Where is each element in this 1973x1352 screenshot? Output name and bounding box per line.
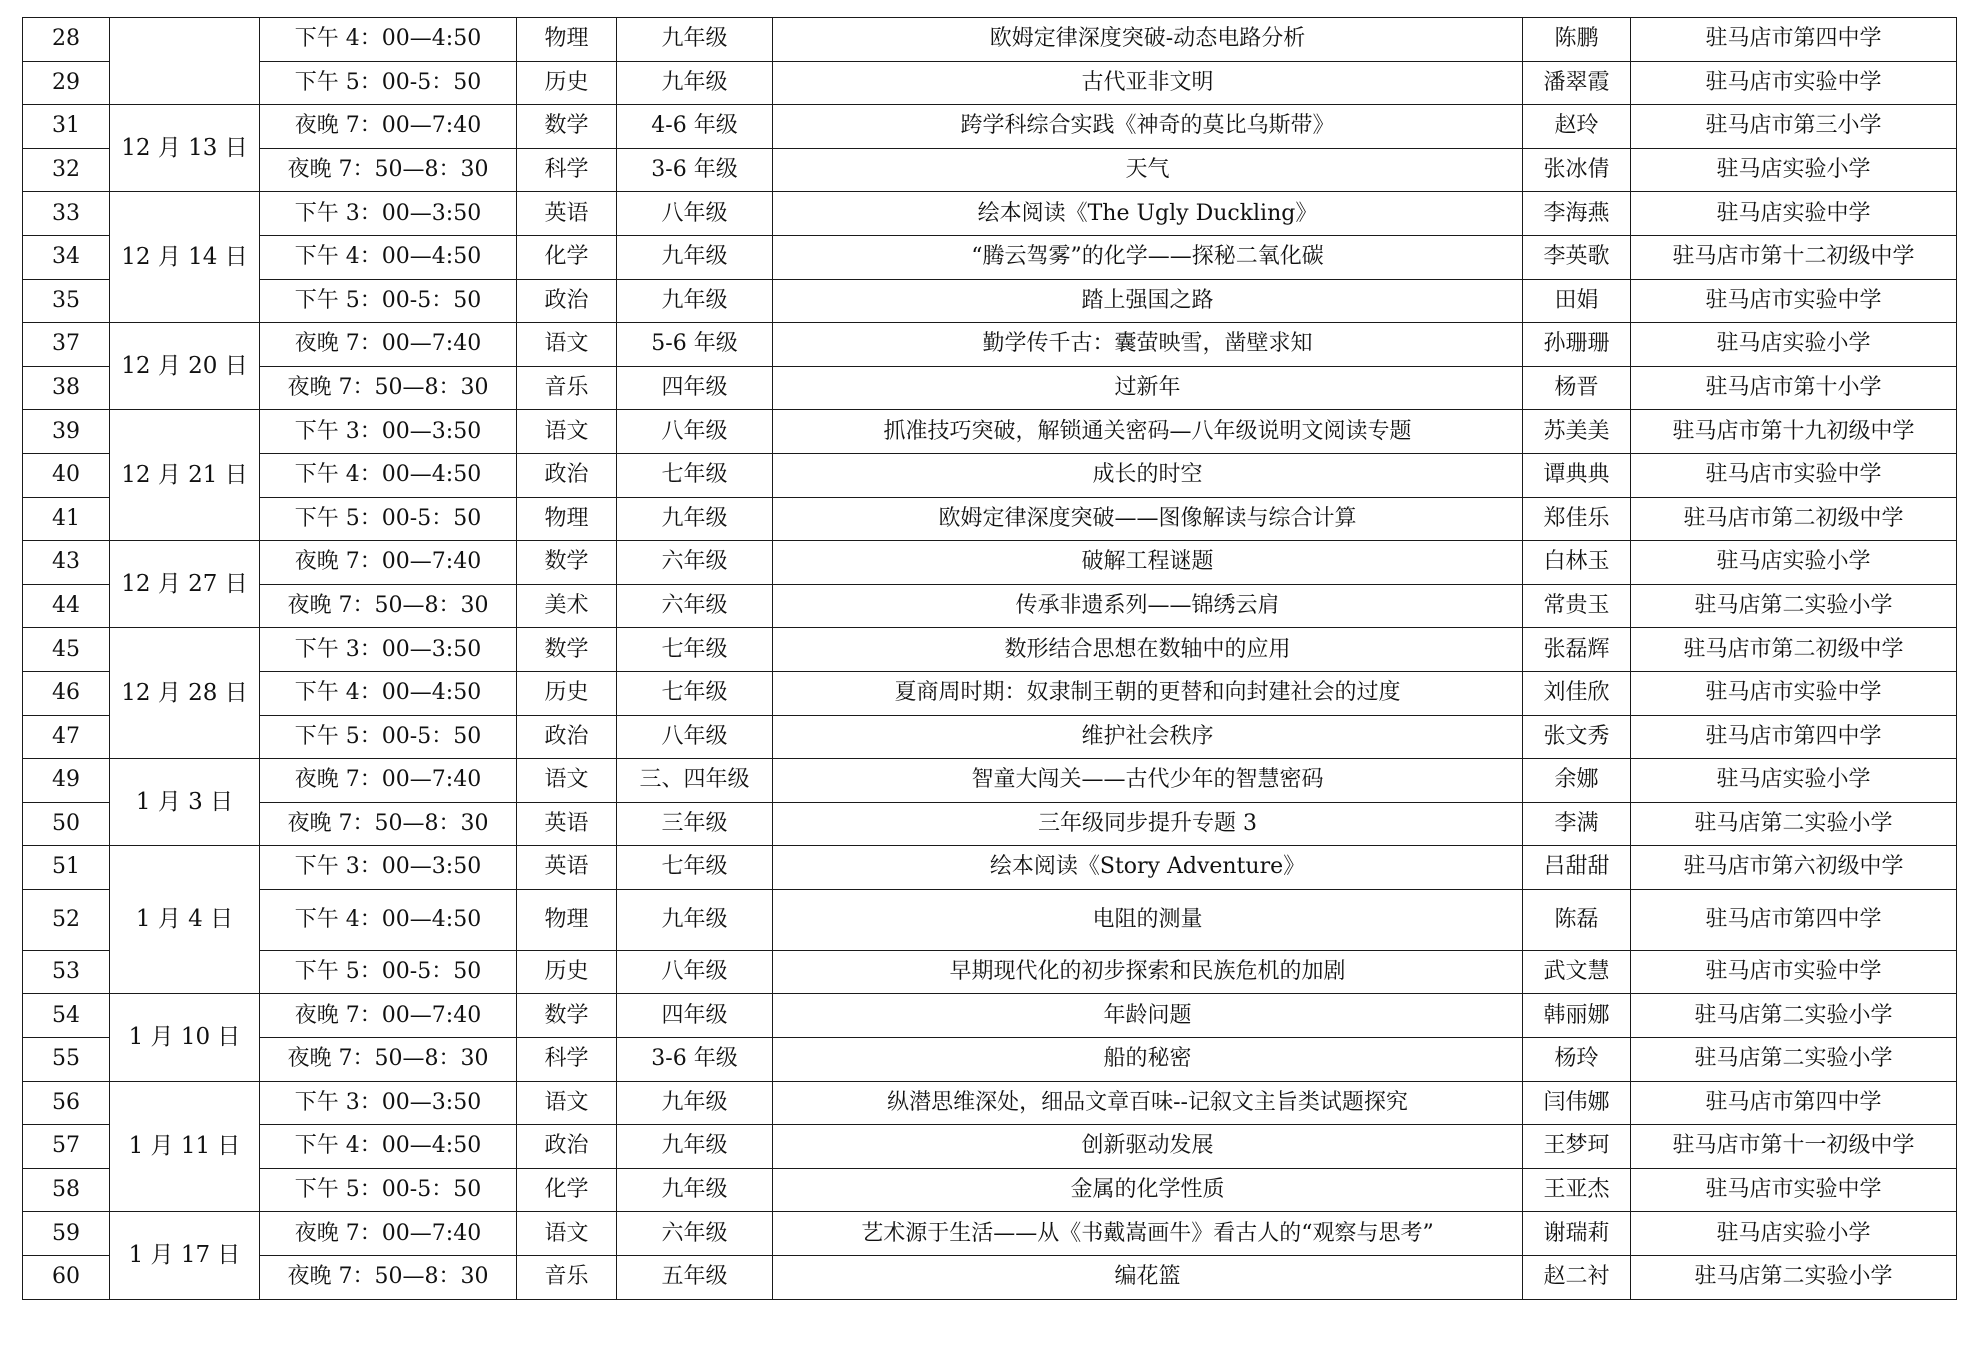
date-cell: 12 月 20 日: [110, 323, 260, 410]
table-row: [23, 584, 1957, 628]
table-row: [23, 802, 1957, 846]
teacher-name: 杨玲: [1523, 1038, 1631, 1082]
school-name: 驻马店市实验中学: [1631, 279, 1957, 323]
school-name: 驻马店实验小学: [1631, 541, 1957, 585]
lesson-topic: 三年级同步提升专题 3: [773, 802, 1523, 846]
time-slot: 下午 4：00—4:50: [260, 1125, 517, 1169]
schedule-table: [22, 17, 1957, 1300]
table-row: [23, 846, 1957, 890]
table-row: [23, 1125, 1957, 1169]
time-slot: 下午 3：00—3:50: [260, 628, 517, 672]
grade-level: 三、四年级: [617, 759, 773, 803]
teacher-name: 苏美美: [1523, 410, 1631, 454]
grade-level: 3-6 年级: [617, 148, 773, 192]
row-number: 34: [23, 235, 110, 279]
teacher-name: 郑佳乐: [1523, 497, 1631, 541]
row-number: 56: [23, 1081, 110, 1125]
row-number: 41: [23, 497, 110, 541]
time-slot: 下午 3：00—3:50: [260, 410, 517, 454]
teacher-name: 李满: [1523, 802, 1631, 846]
row-number: 49: [23, 759, 110, 803]
grade-level: 九年级: [617, 889, 773, 950]
subject: 英语: [517, 192, 617, 236]
lesson-topic: 编花篮: [773, 1256, 1523, 1300]
teacher-name: 王亚杰: [1523, 1168, 1631, 1212]
school-name: 驻马店市第二初级中学: [1631, 497, 1957, 541]
row-number: 38: [23, 366, 110, 410]
subject: 语文: [517, 1212, 617, 1256]
subject: 数学: [517, 105, 617, 149]
school-name: 驻马店第二实验小学: [1631, 1038, 1957, 1082]
table-row: [23, 18, 1957, 62]
date-cell: 12 月 21 日: [110, 410, 260, 541]
subject: 政治: [517, 715, 617, 759]
time-slot: 夜晚 7：00—7:40: [260, 105, 517, 149]
grade-level: 4-6 年级: [617, 105, 773, 149]
school-name: 驻马店市第三小学: [1631, 105, 1957, 149]
subject: 历史: [517, 61, 617, 105]
date-cell: 1 月 10 日: [110, 994, 260, 1081]
lesson-topic: 传承非遗系列——锦绣云肩: [773, 584, 1523, 628]
school-name: 驻马店实验小学: [1631, 323, 1957, 367]
school-name: 驻马店第二实验小学: [1631, 1256, 1957, 1300]
table-row: [23, 628, 1957, 672]
date-cell: 12 月 13 日: [110, 105, 260, 192]
row-number: 45: [23, 628, 110, 672]
date-cell: 1 月 4 日: [110, 846, 260, 994]
table-row: [23, 541, 1957, 585]
teacher-name: 吕甜甜: [1523, 846, 1631, 890]
row-number: 40: [23, 453, 110, 497]
table-row: [23, 1081, 1957, 1125]
lesson-topic: 艺术源于生活——从《书戴嵩画牛》看古人的“观察与思考”: [773, 1212, 1523, 1256]
teacher-name: 杨晋: [1523, 366, 1631, 410]
lesson-topic: 纵潜思维深处，细品文章百味--记叙文主旨类试题探究: [773, 1081, 1523, 1125]
table-row: [23, 671, 1957, 715]
grade-level: 七年级: [617, 453, 773, 497]
subject: 数学: [517, 628, 617, 672]
time-slot: 夜晚 7：50—8：30: [260, 584, 517, 628]
teacher-name: 孙珊珊: [1523, 323, 1631, 367]
school-name: 驻马店市第四中学: [1631, 715, 1957, 759]
grade-level: 5-6 年级: [617, 323, 773, 367]
time-slot: 下午 5：00-5：50: [260, 950, 517, 994]
row-number: 43: [23, 541, 110, 585]
lesson-topic: 抓准技巧突破，解锁通关密码—八年级说明文阅读专题: [773, 410, 1523, 454]
teacher-name: 常贵玉: [1523, 584, 1631, 628]
subject: 化学: [517, 1168, 617, 1212]
lesson-topic: 绘本阅读《Story Adventure》: [773, 846, 1523, 890]
time-slot: 夜晚 7：00—7:40: [260, 994, 517, 1038]
table-row: [23, 366, 1957, 410]
time-slot: 夜晚 7：50—8：30: [260, 148, 517, 192]
subject: 语文: [517, 410, 617, 454]
school-name: 驻马店市第六初级中学: [1631, 846, 1957, 890]
table-row: [23, 279, 1957, 323]
teacher-name: 赵玲: [1523, 105, 1631, 149]
time-slot: 下午 5：00-5：50: [260, 1168, 517, 1212]
school-name: 驻马店市实验中学: [1631, 950, 1957, 994]
row-number: 54: [23, 994, 110, 1038]
lesson-topic: 智童大闯关——古代少年的智慧密码: [773, 759, 1523, 803]
row-number: 32: [23, 148, 110, 192]
teacher-name: 张冰倩: [1523, 148, 1631, 192]
grade-level: 八年级: [617, 192, 773, 236]
time-slot: 下午 3：00—3:50: [260, 1081, 517, 1125]
grade-level: 六年级: [617, 541, 773, 585]
subject: 语文: [517, 759, 617, 803]
subject: 历史: [517, 671, 617, 715]
table-row: [23, 759, 1957, 803]
grade-level: 九年级: [617, 1081, 773, 1125]
teacher-name: 谭典典: [1523, 453, 1631, 497]
table-row: [23, 235, 1957, 279]
teacher-name: 李英歌: [1523, 235, 1631, 279]
grade-level: 五年级: [617, 1256, 773, 1300]
row-number: 55: [23, 1038, 110, 1082]
row-number: 47: [23, 715, 110, 759]
lesson-topic: 维护社会秩序: [773, 715, 1523, 759]
date-cell: 1 月 17 日: [110, 1212, 260, 1299]
school-name: 驻马店实验小学: [1631, 1212, 1957, 1256]
school-name: 驻马店实验小学: [1631, 148, 1957, 192]
subject: 物理: [517, 497, 617, 541]
grade-level: 九年级: [617, 235, 773, 279]
row-number: 53: [23, 950, 110, 994]
lesson-topic: 夏商周时期：奴隶制王朝的更替和向封建社会的过度: [773, 671, 1523, 715]
school-name: 驻马店市第四中学: [1631, 18, 1957, 62]
table-row: [23, 889, 1957, 950]
grade-level: 九年级: [617, 497, 773, 541]
date-cell: 12 月 27 日: [110, 541, 260, 628]
row-number: 33: [23, 192, 110, 236]
time-slot: 夜晚 7：00—7:40: [260, 541, 517, 585]
teacher-name: 张文秀: [1523, 715, 1631, 759]
time-slot: 夜晚 7：00—7:40: [260, 1212, 517, 1256]
subject: 英语: [517, 802, 617, 846]
teacher-name: 韩丽娜: [1523, 994, 1631, 1038]
row-number: 52: [23, 889, 110, 950]
teacher-name: 潘翠霞: [1523, 61, 1631, 105]
teacher-name: 谢瑞莉: [1523, 1212, 1631, 1256]
school-name: 驻马店市实验中学: [1631, 453, 1957, 497]
school-name: 驻马店市实验中学: [1631, 61, 1957, 105]
subject: 历史: [517, 950, 617, 994]
time-slot: 下午 5：00-5：50: [260, 715, 517, 759]
table-row: [23, 497, 1957, 541]
teacher-name: 刘佳欣: [1523, 671, 1631, 715]
school-name: 驻马店市第十一初级中学: [1631, 1125, 1957, 1169]
subject: 物理: [517, 889, 617, 950]
grade-level: 六年级: [617, 584, 773, 628]
date-cell: 12 月 14 日: [110, 192, 260, 323]
grade-level: 九年级: [617, 61, 773, 105]
grade-level: 八年级: [617, 950, 773, 994]
time-slot: 夜晚 7：00—7:40: [260, 759, 517, 803]
lesson-topic: 电阻的测量: [773, 889, 1523, 950]
time-slot: 下午 5：00-5：50: [260, 61, 517, 105]
time-slot: 夜晚 7：50—8：30: [260, 366, 517, 410]
lesson-topic: 欧姆定律深度突破-动态电路分析: [773, 18, 1523, 62]
lesson-topic: 踏上强国之路: [773, 279, 1523, 323]
teacher-name: 武文慧: [1523, 950, 1631, 994]
table-row: [23, 148, 1957, 192]
lesson-topic: 破解工程谜题: [773, 541, 1523, 585]
subject: 音乐: [517, 1256, 617, 1300]
time-slot: 下午 3：00—3:50: [260, 192, 517, 236]
row-number: 28: [23, 18, 110, 62]
time-slot: 下午 3：00—3:50: [260, 846, 517, 890]
row-number: 59: [23, 1212, 110, 1256]
subject: 数学: [517, 994, 617, 1038]
row-number: 46: [23, 671, 110, 715]
grade-level: 四年级: [617, 366, 773, 410]
date-cell: [110, 18, 260, 105]
lesson-topic: 欧姆定律深度突破——图像解读与综合计算: [773, 497, 1523, 541]
lesson-topic: “腾云驾雾”的化学——探秘二氧化碳: [773, 235, 1523, 279]
school-name: 驻马店市第十小学: [1631, 366, 1957, 410]
grade-level: 七年级: [617, 846, 773, 890]
subject: 科学: [517, 148, 617, 192]
lesson-topic: 早期现代化的初步探索和民族危机的加剧: [773, 950, 1523, 994]
subject: 美术: [517, 584, 617, 628]
date-cell: 1 月 11 日: [110, 1081, 260, 1212]
row-number: 51: [23, 846, 110, 890]
table-row: [23, 1212, 1957, 1256]
date-cell: 1 月 3 日: [110, 759, 260, 846]
grade-level: 四年级: [617, 994, 773, 1038]
row-number: 35: [23, 279, 110, 323]
teacher-name: 陈鹏: [1523, 18, 1631, 62]
time-slot: 下午 4：00—4:50: [260, 453, 517, 497]
teacher-name: 余娜: [1523, 759, 1631, 803]
time-slot: 下午 5：00-5：50: [260, 279, 517, 323]
lesson-topic: 绘本阅读《The Ugly Duckling》: [773, 192, 1523, 236]
school-name: 驻马店市实验中学: [1631, 1168, 1957, 1212]
teacher-name: 田娟: [1523, 279, 1631, 323]
table-row: [23, 323, 1957, 367]
subject: 英语: [517, 846, 617, 890]
grade-level: 九年级: [617, 1168, 773, 1212]
table-row: [23, 192, 1957, 236]
grade-level: 九年级: [617, 18, 773, 62]
subject: 音乐: [517, 366, 617, 410]
row-number: 44: [23, 584, 110, 628]
grade-level: 八年级: [617, 715, 773, 759]
lesson-topic: 年龄问题: [773, 994, 1523, 1038]
time-slot: 下午 5：00-5：50: [260, 497, 517, 541]
grade-level: 七年级: [617, 671, 773, 715]
subject: 物理: [517, 18, 617, 62]
time-slot: 下午 4：00—4:50: [260, 889, 517, 950]
school-name: 驻马店第二实验小学: [1631, 994, 1957, 1038]
school-name: 驻马店市实验中学: [1631, 671, 1957, 715]
table-row: [23, 950, 1957, 994]
time-slot: 下午 4：00—4:50: [260, 18, 517, 62]
school-name: 驻马店市第四中学: [1631, 889, 1957, 950]
school-name: 驻马店市第四中学: [1631, 1081, 1957, 1125]
row-number: 37: [23, 323, 110, 367]
teacher-name: 陈磊: [1523, 889, 1631, 950]
subject: 科学: [517, 1038, 617, 1082]
table-row: [23, 715, 1957, 759]
lesson-topic: 船的秘密: [773, 1038, 1523, 1082]
lesson-topic: 成长的时空: [773, 453, 1523, 497]
teacher-name: 白林玉: [1523, 541, 1631, 585]
school-name: 驻马店第二实验小学: [1631, 802, 1957, 846]
time-slot: 夜晚 7：00—7:40: [260, 323, 517, 367]
time-slot: 夜晚 7：50—8：30: [260, 1038, 517, 1082]
grade-level: 三年级: [617, 802, 773, 846]
teacher-name: 李海燕: [1523, 192, 1631, 236]
table-row: [23, 105, 1957, 149]
subject: 化学: [517, 235, 617, 279]
grade-level: 九年级: [617, 1125, 773, 1169]
row-number: 60: [23, 1256, 110, 1300]
lesson-topic: 数形结合思想在数轴中的应用: [773, 628, 1523, 672]
table-row: [23, 1256, 1957, 1300]
teacher-name: 闫伟娜: [1523, 1081, 1631, 1125]
subject: 政治: [517, 1125, 617, 1169]
schedule-body: [23, 18, 1957, 1300]
table-row: [23, 1038, 1957, 1082]
teacher-name: 赵二衬: [1523, 1256, 1631, 1300]
time-slot: 下午 4：00—4:50: [260, 235, 517, 279]
teacher-name: 王梦珂: [1523, 1125, 1631, 1169]
grade-level: 3-6 年级: [617, 1038, 773, 1082]
table-row: [23, 61, 1957, 105]
table-row: [23, 994, 1957, 1038]
teacher-name: 张磊辉: [1523, 628, 1631, 672]
grade-level: 九年级: [617, 279, 773, 323]
school-name: 驻马店实验中学: [1631, 192, 1957, 236]
table-row: [23, 410, 1957, 454]
grade-level: 七年级: [617, 628, 773, 672]
school-name: 驻马店第二实验小学: [1631, 584, 1957, 628]
grade-level: 六年级: [617, 1212, 773, 1256]
lesson-topic: 古代亚非文明: [773, 61, 1523, 105]
school-name: 驻马店实验小学: [1631, 759, 1957, 803]
table-row: [23, 1168, 1957, 1212]
date-cell: 12 月 28 日: [110, 628, 260, 759]
time-slot: 夜晚 7：50—8：30: [260, 802, 517, 846]
school-name: 驻马店市第二初级中学: [1631, 628, 1957, 672]
subject: 政治: [517, 453, 617, 497]
lesson-topic: 跨学科综合实践《神奇的莫比乌斯带》: [773, 105, 1523, 149]
lesson-topic: 金属的化学性质: [773, 1168, 1523, 1212]
school-name: 驻马店市第十九初级中学: [1631, 410, 1957, 454]
subject: 语文: [517, 1081, 617, 1125]
lesson-topic: 勤学传千古：囊萤映雪，凿壁求知: [773, 323, 1523, 367]
subject: 语文: [517, 323, 617, 367]
time-slot: 下午 4：00—4:50: [260, 671, 517, 715]
row-number: 29: [23, 61, 110, 105]
grade-level: 八年级: [617, 410, 773, 454]
row-number: 31: [23, 105, 110, 149]
subject: 政治: [517, 279, 617, 323]
lesson-topic: 过新年: [773, 366, 1523, 410]
row-number: 39: [23, 410, 110, 454]
row-number: 50: [23, 802, 110, 846]
row-number: 57: [23, 1125, 110, 1169]
time-slot: 夜晚 7：50—8：30: [260, 1256, 517, 1300]
lesson-topic: 天气: [773, 148, 1523, 192]
subject: 数学: [517, 541, 617, 585]
row-number: 58: [23, 1168, 110, 1212]
lesson-topic: 创新驱动发展: [773, 1125, 1523, 1169]
table-row: [23, 453, 1957, 497]
school-name: 驻马店市第十二初级中学: [1631, 235, 1957, 279]
